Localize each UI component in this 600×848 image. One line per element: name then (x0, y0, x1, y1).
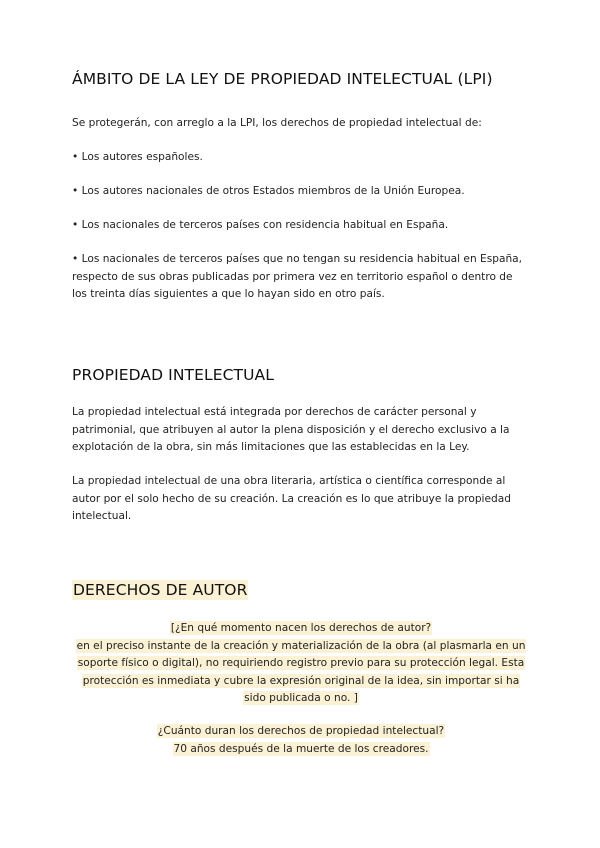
derechos-title-highlight: DERECHOS DE AUTOR (73, 581, 248, 599)
derechos-question-1: [¿En qué momento nacen los derechos de autor? (170, 622, 432, 634)
propiedad-paragraph-1: La propiedad intelectual está integrada por derechos de carácter personal y patrimonial, que atribuyen al autor la plena disposición y el derecho exclusivo a la explotación de la obra, sin más limitaciones que las establecidas en la Ley. (72, 406, 510, 453)
section-title-derechos (72, 581, 248, 599)
ambito-bullet-4: • Los nacionales de terceros países que no tengan su residencia habitual en España, respecto de sus obras publicadas por primera vez en territorio español o dentro de los treinta días siguientes a que lo hayan sido en otro país. (72, 253, 523, 300)
ambito-bullet-2: • Los autores nacionales de otros Estados miembros de la Unión Europea. (72, 185, 465, 197)
propiedad-paragraph-2: La propiedad intelectual de una obra literaria, artística o científica corresponde al autor por el solo hecho de su creación. La creación es lo que atribuye la propiedad intelectual. (72, 475, 511, 522)
derechos-answer-2: 70 años después de la muerte de los creadores. (173, 742, 429, 755)
ambito-bullet-1: • Los autores españoles. (72, 151, 203, 163)
derechos-question-2: ¿Cuánto duran los derechos de propiedad intelectual? (157, 725, 445, 737)
section-title-ambito: ÁMBITO DE LA LEY DE PROPIEDAD INTELECTUAL (LPI) (72, 70, 493, 88)
section-title-propiedad: PROPIEDAD INTELECTUAL (72, 366, 274, 384)
derechos-q1-block (72, 620, 530, 708)
ambito-bullet-3: • Los nacionales de terceros países con residencia habitual en España. (72, 219, 449, 231)
derechos-q2-block (72, 723, 530, 758)
ambito-intro: Se protegerán, con arreglo a la LPI, los derechos de propiedad intelectual de: (72, 117, 482, 129)
derechos-answer-1: en el preciso instante de la creación y materialización de la obra (al plasmarla en un soporte físico o digital), no requiriendo registro previo para su protección legal. Esta protección es inmediata y cubre la expresión original de la idea, sin importar si ha sido publicada o no. ] (76, 639, 526, 704)
